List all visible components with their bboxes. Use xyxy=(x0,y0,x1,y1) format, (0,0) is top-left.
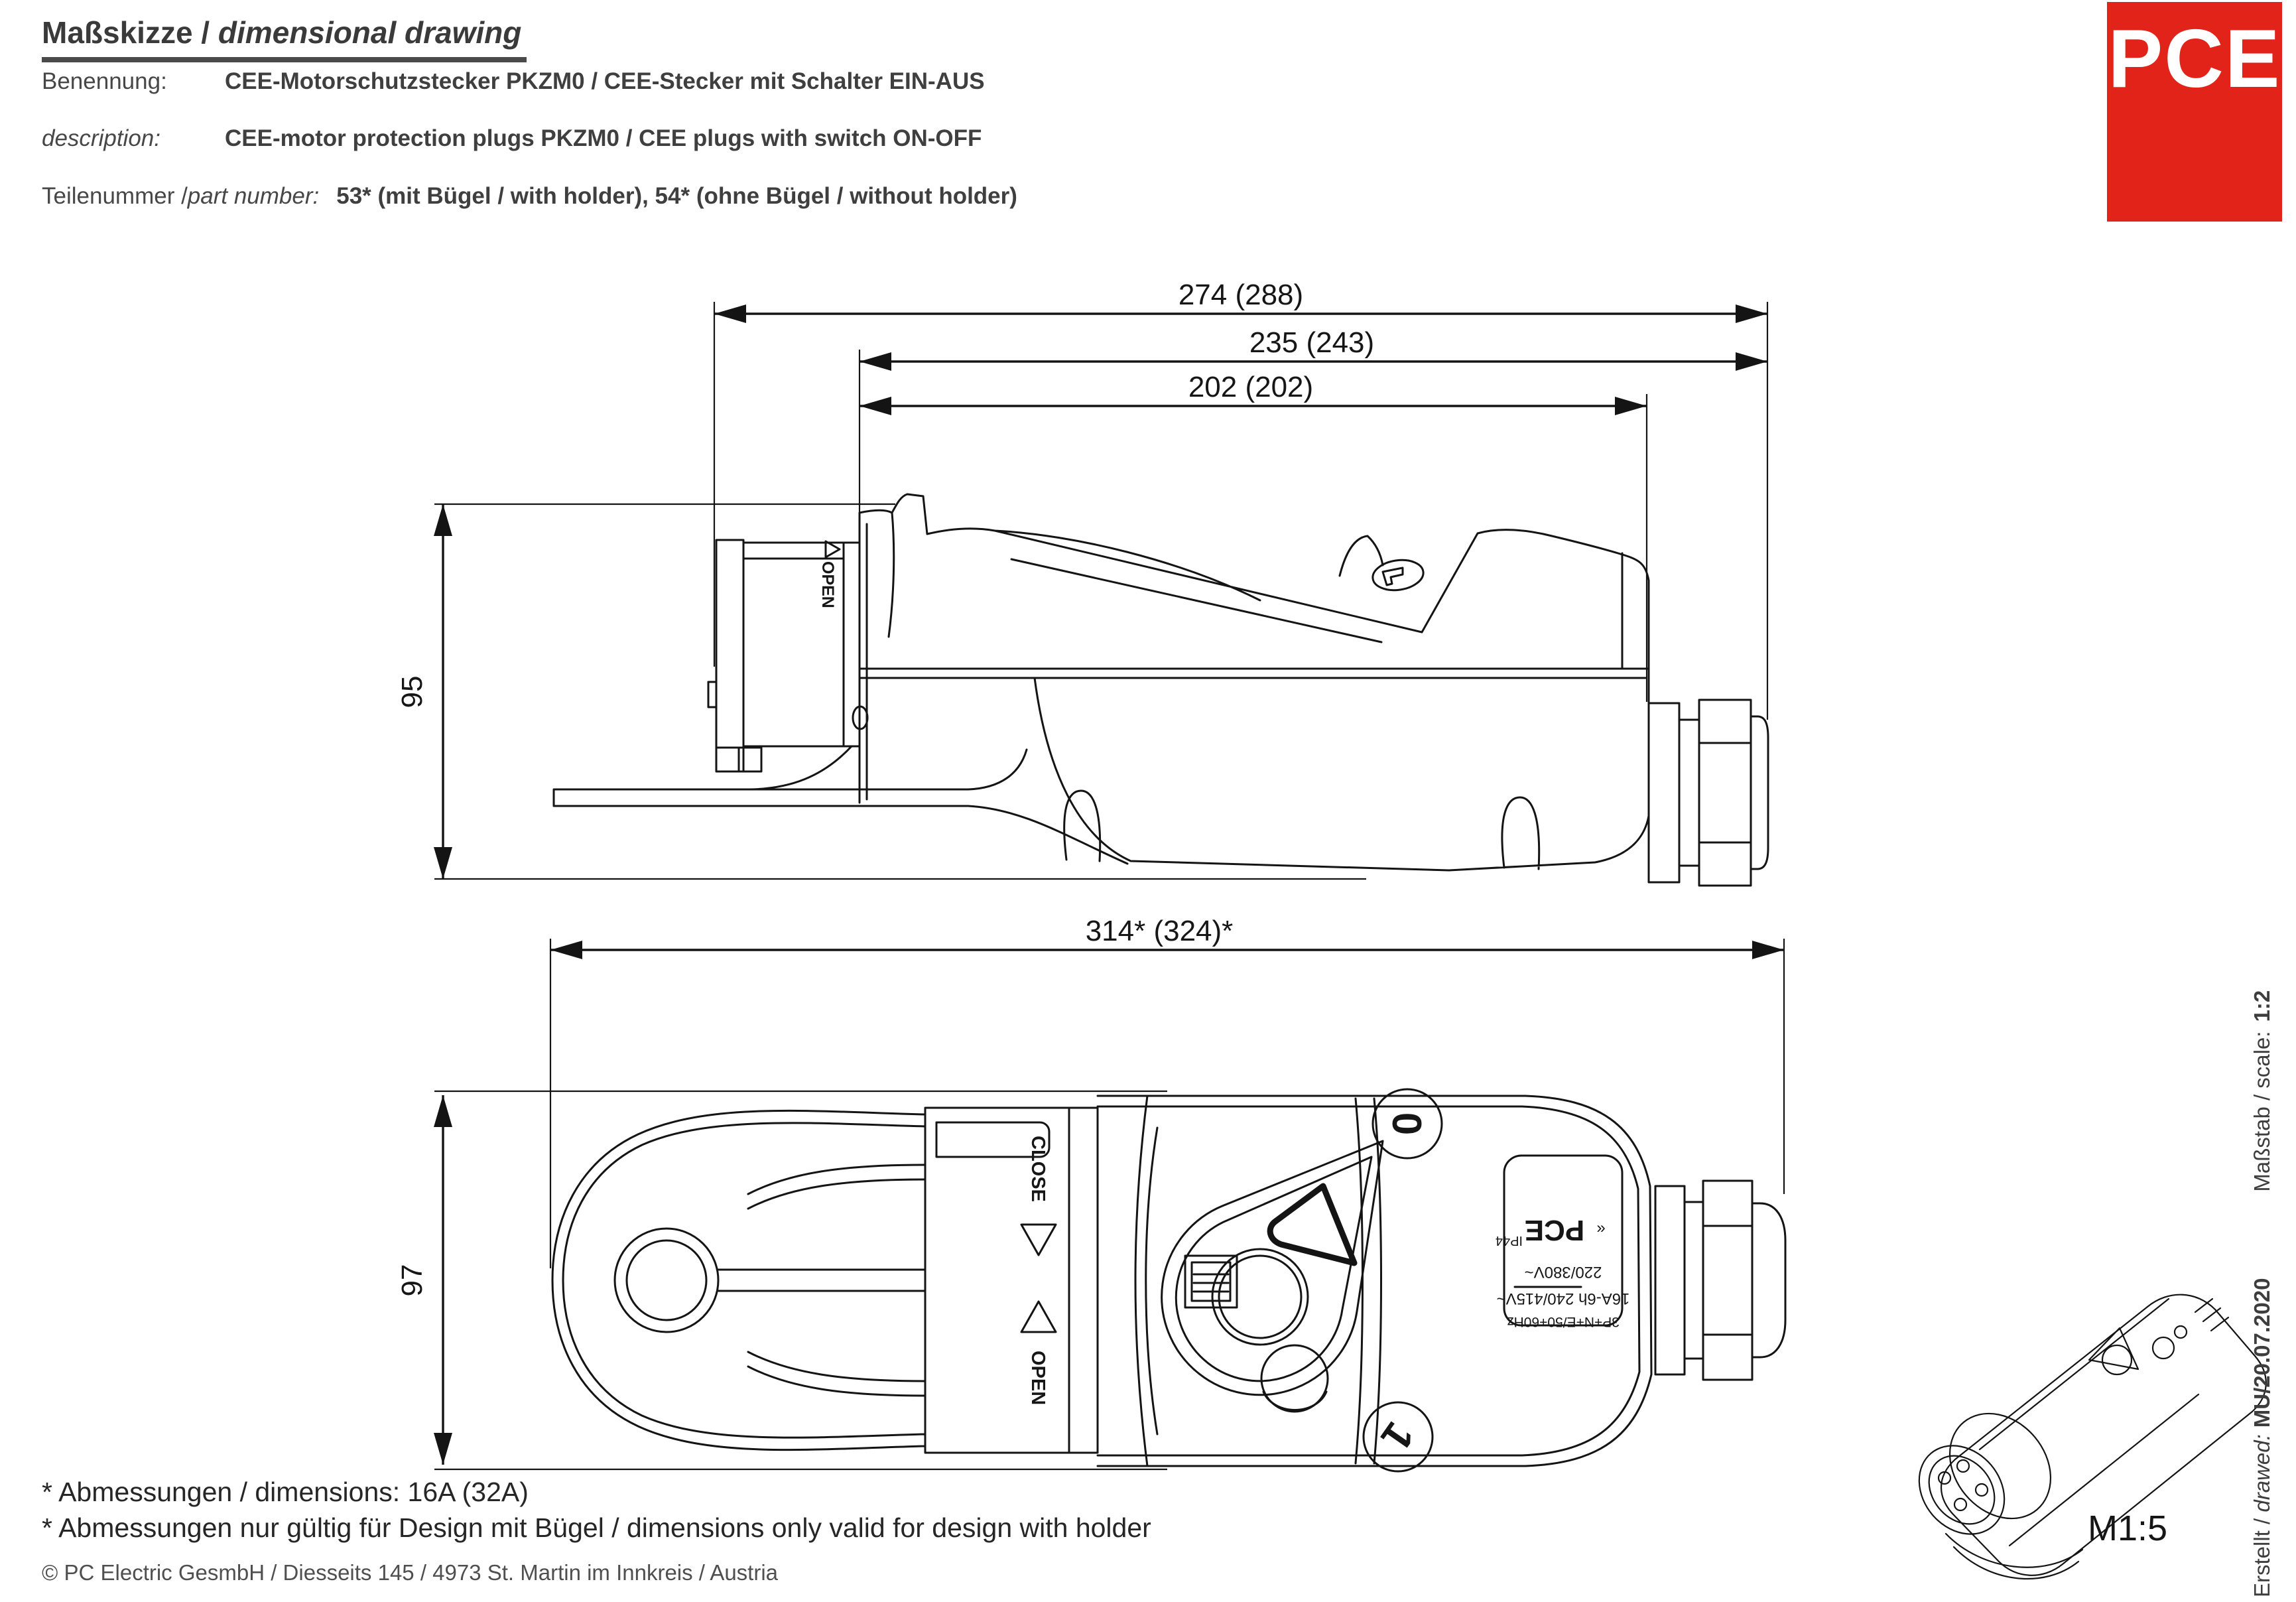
rating-poles: 3P+N+E/50+60Hz xyxy=(1507,1314,1620,1329)
description-value: CEE-motor protection plugs PKZM0 / CEE plugs with switch ON-OFF xyxy=(225,125,982,151)
iso-scale-label: M1:5 xyxy=(2088,1508,2168,1548)
created-value: MU/20.07.2020 xyxy=(2250,1278,2274,1428)
rating-brand: PCE xyxy=(1524,1214,1585,1246)
holder-plate xyxy=(708,540,761,771)
switch-knob xyxy=(1162,1141,1383,1395)
rating-current: 16A-6h 240/415V~ xyxy=(1496,1290,1630,1307)
iso-label-marks xyxy=(2195,1299,2228,1331)
rating-mark: « xyxy=(1596,1221,1606,1238)
latch-detail xyxy=(1185,1256,1237,1307)
sleeve-top xyxy=(925,1108,1098,1453)
side-view xyxy=(554,494,1768,886)
footnote-dimensions: * Abmessungen / dimensions: 16A (32A) xyxy=(42,1477,529,1507)
dim-top-length: 314* (324)* xyxy=(1085,915,1234,947)
holder-straps xyxy=(718,1165,925,1396)
holder-open-text: OPEN xyxy=(1027,1351,1049,1406)
warning-triangle-icon xyxy=(826,541,840,557)
partnumber-label-de: Teilenummer / xyxy=(42,183,188,209)
created-label-de: Erstellt / xyxy=(2250,1512,2274,1597)
iso-top-dot xyxy=(2175,1326,2187,1338)
footnote-holder: * Abmessungen nur gültig für Design mit Bügel / dimensions only valid for design with holder xyxy=(42,1512,1151,1543)
scale-label: Maßstab / scale: xyxy=(2250,1031,2274,1192)
scale-value: 1:2 xyxy=(2250,990,2274,1022)
rating-label-text xyxy=(1496,1214,1630,1329)
rating-ip: IP44 xyxy=(1495,1233,1523,1248)
holder-hole-outer xyxy=(615,1229,718,1332)
switch-indicator-detail xyxy=(1373,560,1423,590)
page-title-en: dimensional drawing xyxy=(218,15,522,50)
drawing-info-caption xyxy=(2250,961,2275,1597)
knob-center-inner xyxy=(1219,1256,1301,1338)
open-triangle-icon xyxy=(1021,1302,1056,1332)
holder-hole-inner xyxy=(627,1240,706,1320)
dim-side-height: 95 xyxy=(396,675,428,708)
plug-sleeve xyxy=(743,543,860,746)
benennung-label: Benennung: xyxy=(42,68,167,94)
holder-foot xyxy=(554,746,1127,864)
partnumber-label-en: part number: xyxy=(187,183,320,209)
switch-pos-0: 0 xyxy=(1383,1112,1429,1136)
knob-center-outer xyxy=(1212,1249,1308,1345)
dim-overall-length: 274 (288) xyxy=(1178,279,1304,311)
page-title-de: Maßskizze / xyxy=(42,15,218,50)
knob-arrow-icon xyxy=(1270,1186,1354,1263)
cable-gland-top xyxy=(1655,1181,1785,1380)
dim-body-length: 235 (243) xyxy=(1249,326,1375,359)
switch-pos-1: 1 xyxy=(1371,1414,1423,1459)
sleeve-open-text: OPEN xyxy=(818,561,837,608)
iso-view xyxy=(1901,1295,2266,1579)
created-label-en: drawed: xyxy=(2250,1434,2274,1512)
holder-close-text: CLOSE xyxy=(1027,1136,1049,1202)
top-view xyxy=(552,1089,1785,1471)
benennung-value: CEE-Motorschutzstecker PKZM0 / CEE-Stecker mit Schalter EIN-AUS xyxy=(225,68,985,94)
cable-gland-side xyxy=(1649,700,1768,886)
close-triangle-icon xyxy=(1021,1225,1056,1255)
partnumber-value: 53* (mit Bügel / with holder), 54* (ohne Bügel / without holder) xyxy=(336,183,1017,209)
iso-latch-ring xyxy=(2102,1345,2132,1374)
pce-logo-text: PCE xyxy=(2108,13,2281,105)
dim-top-width: 97 xyxy=(396,1264,428,1297)
holder-outline xyxy=(552,1110,925,1449)
iso-top-boss xyxy=(2153,1337,2174,1359)
sleeve-open-label xyxy=(818,541,840,608)
dim-front-length: 202 (202) xyxy=(1188,371,1314,403)
body-outline xyxy=(860,494,1649,870)
rating-voltage: 220/380V~ xyxy=(1524,1263,1602,1281)
description-label: description: xyxy=(42,125,160,151)
copyright-line: © PC Electric GesmbH / Diesseits 145 / 4973 St. Martin im Innkreis / Austria xyxy=(42,1560,779,1585)
body-top-seams xyxy=(1135,1096,1381,1466)
